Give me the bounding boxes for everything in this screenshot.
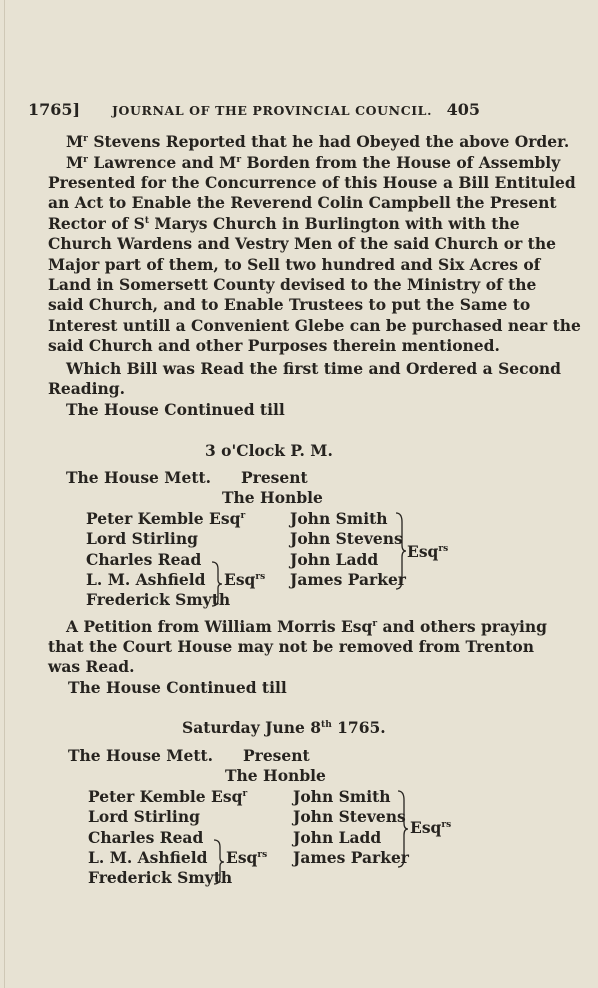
text-line: an Act to Enable the Reverend Colin Campbell the Present bbox=[48, 193, 557, 213]
attendee-name: Peter Kemble Esq$^r$ bbox=[88, 787, 248, 806]
attendee-name: Peter Kemble Esq$^r$ bbox=[86, 509, 246, 528]
text-line: said Church and other Purposes therein mentioned. bbox=[48, 336, 500, 356]
session-heading-3-oclock: 3 o'Clock P. M. bbox=[205, 441, 333, 460]
attendee-name: Frederick Smyth bbox=[86, 590, 231, 610]
page-gutter-line bbox=[4, 0, 5, 988]
text-line: A Petition from William Morris Esq$^r$ and others praying bbox=[66, 616, 548, 636]
attendee-name: John Ladd bbox=[290, 549, 379, 569]
esqrs-right-2: Esq$^{rs}$ bbox=[410, 818, 452, 837]
text-line: Reading. bbox=[48, 378, 126, 398]
honble-1: The Honble bbox=[222, 488, 323, 507]
attendee-name: Lord Stirling bbox=[88, 807, 200, 827]
attendee-name: Lord Stirling bbox=[86, 529, 198, 549]
text-line: that the Court House may not be removed from Trenton bbox=[48, 636, 535, 656]
present-2: Present bbox=[243, 746, 310, 765]
text-line: Presented for the Concurrence of this House a Bill Entituled bbox=[48, 172, 576, 192]
attendee-name: John Stevens bbox=[290, 529, 403, 549]
text-line: Major part of them, to Sell two hundred and Six Acres of bbox=[48, 254, 541, 274]
brace-left-1 bbox=[210, 561, 224, 607]
header-title: JOURNAL OF THE PROVINCIAL COUNCIL. bbox=[112, 103, 433, 118]
paragraph-stevens-report bbox=[48, 132, 570, 152]
paragraph-bill-read bbox=[48, 358, 562, 400]
esqrs-left-1: Esq$^{rs}$ bbox=[224, 570, 266, 589]
attendee-name: John Stevens bbox=[293, 807, 406, 827]
attendee-name: L. M. Ashfield bbox=[86, 569, 206, 589]
attendee-name: Charles Read bbox=[86, 549, 202, 569]
present-1: Present bbox=[241, 468, 308, 487]
text-line: said Church, and to Enable Trustees to put the Same to bbox=[48, 295, 531, 315]
house-mett-1: The House Mett. bbox=[66, 468, 212, 487]
brace-left-2 bbox=[212, 839, 226, 885]
text-line: Church Wardens and Vestry Men of the said Church or the bbox=[48, 234, 556, 254]
house-continued-1: The House Continued till bbox=[66, 400, 285, 419]
attendee-name: John Smith bbox=[290, 509, 388, 528]
text-line: Land in Somersett County devised to the Ministry of the bbox=[48, 274, 537, 294]
text-line: Rector of $S^t$ Marys Church in Burlington with with the bbox=[48, 213, 520, 233]
attendee-name: John Smith bbox=[293, 787, 391, 806]
attendee-name: James Parker bbox=[293, 847, 409, 867]
paragraph-petition bbox=[48, 616, 548, 678]
attendee-name: Frederick Smyth bbox=[88, 868, 233, 888]
paragraph-bill-presented bbox=[48, 152, 581, 357]
attendee-name: Charles Read bbox=[88, 827, 204, 847]
attendee-name: James Parker bbox=[290, 569, 406, 589]
attendee-name: L. M. Ashfield bbox=[88, 847, 208, 867]
brace-right-2 bbox=[396, 790, 410, 868]
attendee-name: John Ladd bbox=[293, 827, 382, 847]
house-continued-2: The House Continued till bbox=[68, 678, 287, 697]
text-line: $M^r$ Stevens Reported that he had Obeyed the above Order. bbox=[66, 132, 570, 151]
text-line: Interest untill a Convenient Glebe can be purchased near the bbox=[48, 315, 581, 335]
text-line: $M^r$ Lawrence and $M^r$ Borden from the House of Assembly bbox=[66, 152, 561, 172]
text-line: Which Bill was Read the first time and Ordered a Second bbox=[66, 358, 562, 378]
esqrs-right-1: Esq$^{rs}$ bbox=[407, 542, 449, 561]
house-mett-2: The House Mett. bbox=[68, 746, 214, 765]
session-heading-saturday: Saturday June 8th 1765. bbox=[182, 718, 386, 737]
text-line: was Read. bbox=[48, 657, 135, 677]
header-year: 1765] bbox=[28, 100, 81, 119]
brace-right-1 bbox=[394, 512, 408, 590]
honble-2: The Honble bbox=[225, 766, 326, 785]
esqrs-left-2: Esq$^{rs}$ bbox=[226, 848, 268, 867]
header-page-number: 405 bbox=[446, 100, 480, 119]
